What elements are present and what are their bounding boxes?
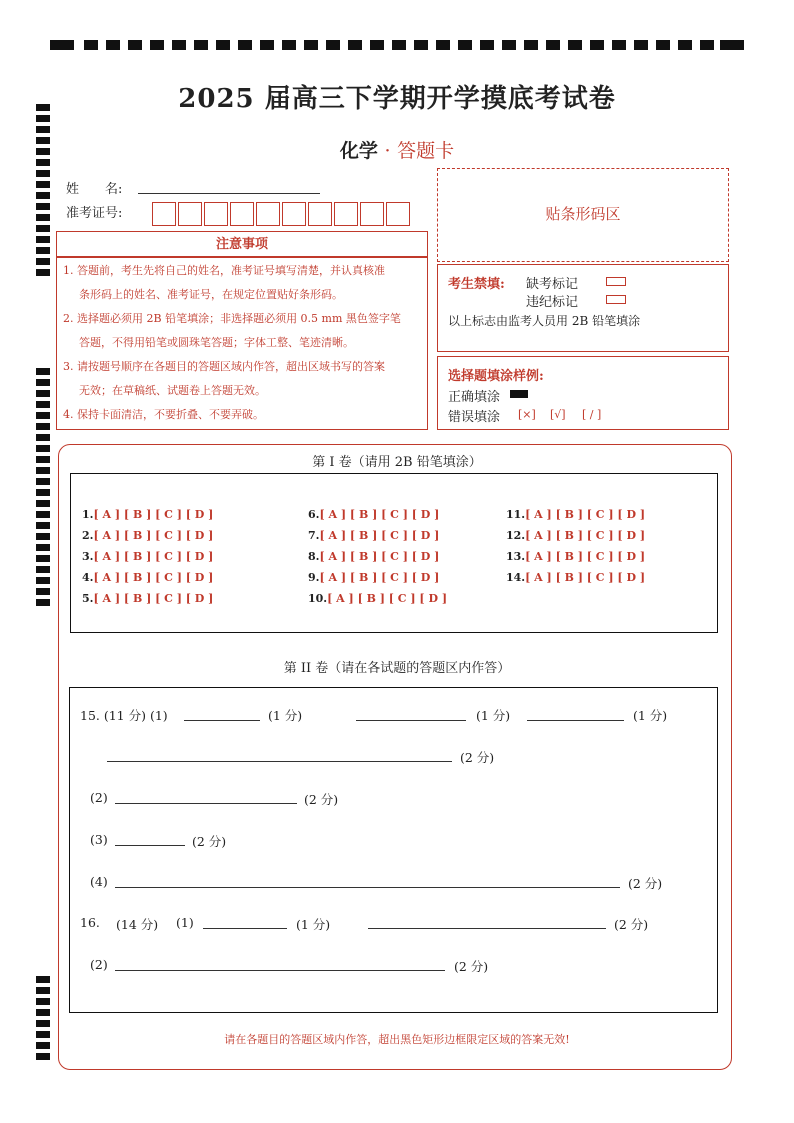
top-dash	[106, 40, 120, 50]
name-label: 姓 名:	[66, 182, 123, 197]
mcq-number: 6.	[308, 508, 320, 521]
top-dash	[720, 40, 744, 50]
timing-mark	[36, 401, 50, 408]
q15-1-blank-b[interactable]	[356, 720, 466, 721]
timing-mark	[36, 258, 50, 265]
id-digit-cell[interactable]	[152, 202, 176, 226]
top-dash	[656, 40, 670, 50]
top-dash	[50, 40, 74, 50]
timing-mark	[36, 588, 50, 595]
notice-line-3: 2. 选择题必须用 2B 铅笔填涂；非选择题必须用 0.5 mm 黑色签字笔	[63, 312, 401, 325]
q15-1-score-c: (1 分)	[633, 708, 668, 723]
timing-mark	[36, 269, 50, 276]
q16-1-score-b: (2 分)	[614, 917, 649, 932]
timing-mark	[36, 170, 50, 177]
notice-line-7: 4. 保持卡面清洁，不要折叠、不要弄破。	[63, 408, 264, 421]
top-dash	[370, 40, 384, 50]
mcq-item[interactable]	[308, 550, 439, 563]
top-dash	[282, 40, 296, 50]
timing-mark	[36, 544, 50, 551]
timing-mark	[36, 247, 50, 254]
sample-box	[437, 356, 729, 430]
timing-mark	[36, 225, 50, 232]
mcq-number: 11.	[506, 508, 526, 521]
top-dash	[238, 40, 252, 50]
mcq-number: 1.	[82, 508, 94, 521]
timing-mark	[36, 1053, 50, 1060]
top-dash	[634, 40, 648, 50]
timing-mark	[36, 566, 50, 573]
mcq-item[interactable]	[308, 571, 439, 584]
mcq-number: 3.	[82, 550, 94, 563]
mcq-item[interactable]	[82, 571, 213, 584]
top-dash	[194, 40, 208, 50]
timing-mark	[36, 192, 50, 199]
q15-3-blank[interactable]	[115, 845, 185, 846]
id-digit-cell[interactable]	[282, 202, 306, 226]
mcq-options[interactable]: [ A ] [ B ] [ C ] [ D ]	[319, 550, 440, 563]
part2-box	[69, 687, 718, 1013]
violation-label: 违纪标记	[526, 295, 579, 310]
q15-3-label: (3)	[90, 832, 108, 847]
violation-mark[interactable]	[606, 295, 626, 304]
subject-name: 化学	[339, 140, 378, 162]
mcq-options[interactable]: [ A ] [ B ] [ C ] [ D ]	[319, 571, 440, 584]
prohibited-note: 以上标志由监考人员用 2B 铅笔填涂	[448, 314, 641, 328]
mcq-item[interactable]	[506, 550, 645, 563]
q15-3-score: (2 分)	[192, 834, 227, 849]
q15-1-blank-d[interactable]	[107, 761, 452, 762]
id-digit-cell[interactable]	[204, 202, 228, 226]
mcq-number: 8.	[308, 550, 320, 563]
mcq-item[interactable]	[82, 550, 213, 563]
q16-1-label: (1)	[176, 915, 194, 930]
top-dash	[700, 40, 714, 50]
q15-1-score-a: (1 分)	[268, 708, 303, 723]
correct-label: 正确填涂	[448, 390, 501, 405]
page-title: 2025 届高三下学期开学摸底考试卷	[178, 84, 616, 114]
top-dash	[502, 40, 516, 50]
id-label: 准考证号:	[66, 206, 123, 221]
mcq-options[interactable]: [ A ] [ B ] [ C ] [ D ]	[525, 550, 646, 563]
notice-line-4: 答题，不得用铅笔或圆珠笔答题；字体工整、笔迹清晰。	[79, 336, 354, 349]
id-digit-cell[interactable]	[308, 202, 332, 226]
mcq-options[interactable]: [ A ] [ B ] [ C ] [ D ]	[327, 592, 448, 605]
q15-head: 15. (11 分) (1)	[80, 708, 168, 723]
top-dash	[150, 40, 164, 50]
id-digit-cell[interactable]	[360, 202, 384, 226]
top-dash	[590, 40, 604, 50]
timing-mark	[36, 368, 50, 375]
notice-line-5: 3. 请按题号顺序在各题目的答题区域内作答，超出区域书写的答案	[63, 360, 385, 373]
q15-1-blank-a[interactable]	[184, 720, 260, 721]
timing-mark	[36, 555, 50, 562]
timing-mark	[36, 522, 50, 529]
timing-mark	[36, 500, 50, 507]
id-digit-cell[interactable]	[256, 202, 280, 226]
barcode-label: 贴条形码区	[545, 205, 621, 223]
q15-1-score-d: (2 分)	[460, 750, 495, 765]
mcq-item[interactable]	[82, 529, 213, 542]
wrong-mark-2: [√]	[550, 408, 566, 421]
top-dash	[348, 40, 362, 50]
q15-4-blank[interactable]	[115, 887, 620, 888]
prohibited-box	[437, 264, 729, 352]
notice-line-2: 条形码上的姓名、准考证号，在规定位置贴好条形码。	[79, 288, 343, 301]
sample-title: 选择题填涂样例:	[448, 369, 544, 384]
notice-box	[56, 256, 428, 430]
mcq-number: 13.	[506, 550, 526, 563]
top-dash	[172, 40, 186, 50]
top-dash	[436, 40, 450, 50]
mcq-options[interactable]: [ A ] [ B ] [ C ] [ D ]	[93, 529, 214, 542]
timing-mark	[36, 489, 50, 496]
top-dash	[304, 40, 318, 50]
mcq-options[interactable]: [ A ] [ B ] [ C ] [ D ]	[93, 571, 214, 584]
timing-mark	[36, 423, 50, 430]
timing-mark	[36, 115, 50, 122]
q16-2-label: (2)	[90, 957, 108, 972]
notice-line-1: 1. 答题前，考生先将自己的姓名，准考证号填写清楚，并认真核准	[63, 264, 385, 277]
mcq-options[interactable]: [ A ] [ B ] [ C ] [ D ]	[525, 529, 646, 542]
mcq-number: 10.	[308, 592, 328, 605]
subject-title	[0, 136, 794, 163]
timing-mark	[36, 434, 50, 441]
timing-mark	[36, 203, 50, 210]
top-dash	[458, 40, 472, 50]
timing-mark	[36, 390, 50, 397]
timing-mark	[36, 379, 50, 386]
mcq-number: 14.	[506, 571, 526, 584]
q16-score: (14 分)	[116, 917, 159, 932]
top-dash	[414, 40, 428, 50]
mcq-item[interactable]	[506, 508, 645, 521]
mcq-item[interactable]	[308, 529, 439, 542]
timing-mark	[36, 181, 50, 188]
correct-fill-sample	[510, 390, 528, 398]
top-dash	[392, 40, 406, 50]
q15-2-score: (2 分)	[304, 792, 339, 807]
notice-line-6: 无效；在草稿纸、试题卷上答题无效。	[79, 384, 266, 397]
mcq-number: 9.	[308, 571, 320, 584]
mcq-number: 2.	[82, 529, 94, 542]
timing-mark	[36, 599, 50, 606]
q15-1-score-b: (1 分)	[476, 708, 511, 723]
prohibited-title: 考生禁填:	[448, 277, 505, 292]
wrong-mark-3: [ / ]	[582, 408, 602, 421]
q15-1-blank-c[interactable]	[527, 720, 624, 721]
timing-mark	[36, 478, 50, 485]
notice-title: 注意事项	[215, 237, 268, 252]
mcq-item[interactable]	[506, 529, 645, 542]
mcq-number: 5.	[82, 592, 94, 605]
timing-mark	[36, 1009, 50, 1016]
mcq-item[interactable]	[308, 508, 439, 521]
q16-2-blank[interactable]	[115, 970, 445, 971]
mcq-options[interactable]: [ A ] [ B ] [ C ] [ D ]	[93, 592, 214, 605]
mcq-item[interactable]	[308, 592, 447, 605]
top-dash	[128, 40, 142, 50]
wrong-label: 错误填涂	[448, 410, 501, 425]
top-dash	[612, 40, 626, 50]
top-dash	[84, 40, 98, 50]
id-digit-cell[interactable]	[386, 202, 410, 226]
mcq-number: 12.	[506, 529, 526, 542]
timing-mark	[36, 412, 50, 419]
wrong-mark-1: [×]	[518, 408, 536, 421]
q16-1-blank-b[interactable]	[368, 928, 606, 929]
timing-mark	[36, 1020, 50, 1027]
timing-mark	[36, 533, 50, 540]
q15-2-blank[interactable]	[115, 803, 297, 804]
timing-mark	[36, 577, 50, 584]
mcq-item[interactable]	[82, 592, 213, 605]
mcq-options[interactable]: [ A ] [ B ] [ C ] [ D ]	[525, 508, 646, 521]
timing-mark	[36, 236, 50, 243]
id-digit-cell[interactable]	[230, 202, 254, 226]
answer-card-label: 答题卡	[397, 140, 455, 162]
q16-1-score-a: (1 分)	[296, 917, 331, 932]
mcq-number: 4.	[82, 571, 94, 584]
id-digit-cell[interactable]	[178, 202, 202, 226]
timing-mark	[36, 998, 50, 1005]
q15-4-score: (2 分)	[628, 876, 663, 891]
part2-title: 第 II 卷（请在各试题的答题区内作答）	[283, 661, 511, 676]
mcq-options[interactable]: [ A ] [ B ] [ C ] [ D ]	[319, 529, 440, 542]
timing-mark	[36, 214, 50, 221]
q16-2-score: (2 分)	[454, 959, 489, 974]
q16-1-blank-a[interactable]	[203, 928, 287, 929]
absent-label: 缺考标记	[526, 277, 579, 292]
mcq-options[interactable]: [ A ] [ B ] [ C ] [ D ]	[93, 550, 214, 563]
mcq-options[interactable]: [ A ] [ B ] [ C ] [ D ]	[93, 508, 214, 521]
timing-mark	[36, 976, 50, 983]
mcq-number: 7.	[308, 529, 320, 542]
mcq-options[interactable]: [ A ] [ B ] [ C ] [ D ]	[319, 508, 440, 521]
top-dash	[216, 40, 230, 50]
top-dash	[260, 40, 274, 50]
timing-mark	[36, 511, 50, 518]
timing-mark	[36, 987, 50, 994]
part1-title: 第 I 卷（请用 2B 铅笔填涂）	[312, 455, 482, 470]
subtitle-dot: ·	[384, 140, 391, 162]
top-dash	[480, 40, 494, 50]
mcq-options[interactable]: [ A ] [ B ] [ C ] [ D ]	[525, 571, 646, 584]
timing-mark	[36, 126, 50, 133]
notice-title-box	[56, 231, 428, 258]
top-dash	[568, 40, 582, 50]
name-field[interactable]	[138, 193, 320, 194]
top-dash	[546, 40, 560, 50]
id-digit-cell[interactable]	[334, 202, 358, 226]
absent-mark[interactable]	[606, 277, 626, 286]
mcq-item[interactable]	[506, 571, 645, 584]
q16-head: 16.	[80, 915, 100, 930]
footer-note: 请在各题目的答题区域内作答，超出黑色矩形边框限定区域的答案无效!	[224, 1033, 570, 1046]
barcode-area	[437, 168, 729, 262]
top-dash	[524, 40, 538, 50]
top-dash	[678, 40, 692, 50]
top-dash	[326, 40, 340, 50]
q15-4-label: (4)	[90, 874, 108, 889]
mcq-item[interactable]	[82, 508, 213, 521]
q15-2-label: (2)	[90, 790, 108, 805]
